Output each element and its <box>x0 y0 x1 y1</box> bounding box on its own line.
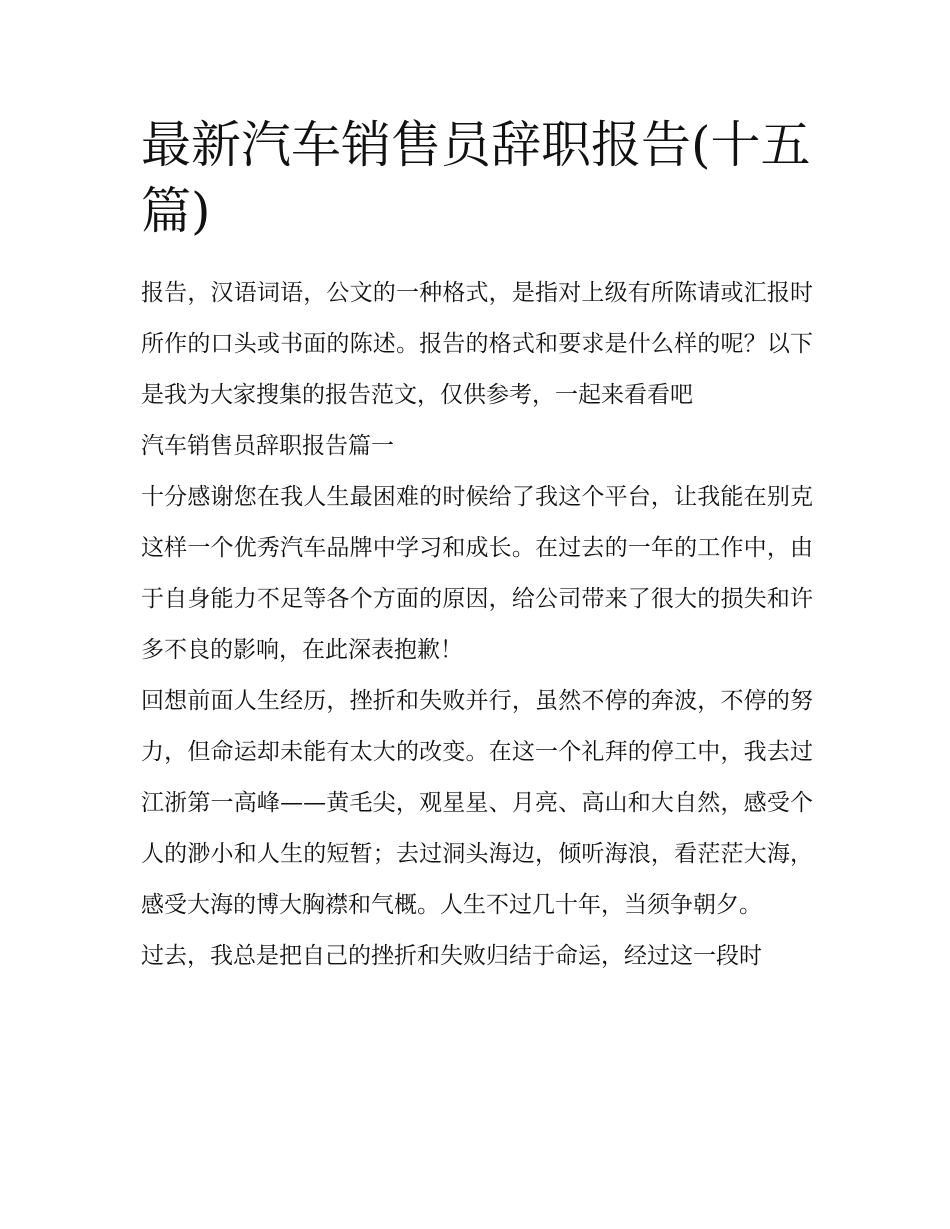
section-heading: 汽车销售员辞职报告篇一 <box>141 433 394 459</box>
document-page <box>141 112 813 982</box>
body-paragraph-2: 回想前面人生经历，挫折和失败并行，虽然不停的奔波，不停的努力，但命运却未能有太大的改变。在这一个礼拜的停工中，我去过江浙第一高峰——黄毛尖，观星星、月亮、高山和大自然，感受个人的渺小和人生的短暂；去过洞头海边，倾听海浪，看茫茫大海，感受大海的博大胸襟和气概。人生不过几十年，当须争朝夕。 <box>141 688 813 918</box>
body-paragraph-3: 过去，我总是把自己的挫折和失败归结于命运，经过这一段时 <box>141 943 762 969</box>
intro-paragraph: 报告，汉语词语，公文的一种格式，是指对上级有所陈请或汇报时所作的口头或书面的陈述。报告的格式和要求是什么样的呢？以下是我为大家搜集的报告范文，仅供参考，一起来看看吧 <box>141 280 813 408</box>
document-title: 最新汽车销售员辞职报告(十五篇) <box>141 116 811 240</box>
body-paragraph-1: 十分感谢您在我人生最困难的时候给了我这个平台，让我能在别克这样一个优秀汽车品牌中学习和成长。在过去的一年的工作中，由于自身能力不足等各个方面的原因，给公司带来了很大的损失和许多不良的影响，在此深表抱歉！ <box>141 484 813 663</box>
